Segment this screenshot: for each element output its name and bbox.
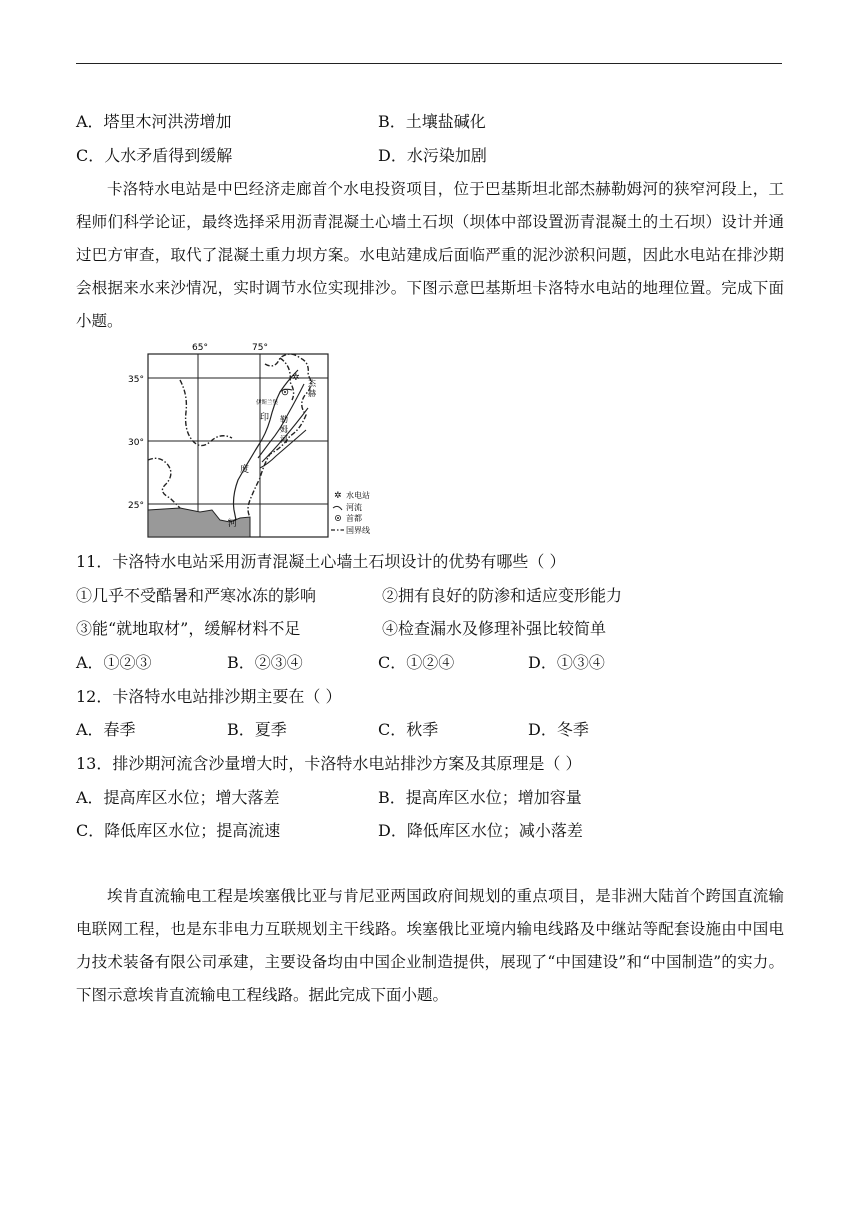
q13-option-b: B．提高库区水位；增加容量	[378, 788, 582, 807]
q11-statement-1: ①几乎不受酷暑和严寒冰冻的影响	[76, 586, 317, 605]
lon-label-65: 65°	[192, 343, 208, 353]
legend-station-label: 水电站	[346, 491, 370, 500]
legend-river-icon	[333, 506, 342, 510]
q11-statement-4: ④检查漏水及修理补强比较简单	[382, 619, 607, 638]
indus-char-3: 河	[228, 519, 238, 529]
indus-char-2: 度	[240, 465, 250, 475]
lat-label-35: 35°	[128, 375, 144, 385]
q11-statement-2: ②拥有良好的防渗和适应变形能力	[382, 586, 623, 605]
lat-label-30: 30°	[128, 438, 144, 448]
lat-label-25: 25°	[128, 501, 144, 511]
jhelum-char-1: 杰	[308, 379, 316, 388]
jhelum-char-3: 勒	[280, 415, 288, 424]
indus-char-1: 印	[260, 413, 270, 423]
q12-option-c: C．秋季	[378, 720, 439, 739]
jhelum-char-2: 赫	[308, 389, 316, 398]
q12-option-d: D．冬季	[528, 720, 589, 739]
karot-location-map	[120, 340, 410, 540]
prev-option-a: A．塔里木河洪涝增加	[76, 112, 232, 131]
q12-option-b: B．夏季	[227, 720, 287, 739]
q11-option-a: A．①②③	[76, 653, 152, 672]
q11-option-b: B．②③④	[227, 653, 303, 672]
legend-river-label: 河流	[346, 503, 362, 512]
capital-label: 伊斯兰堡	[256, 400, 279, 406]
q12-option-a: A．春季	[76, 720, 136, 739]
prev-option-d: D．水污染加剧	[378, 146, 487, 165]
jhelum-char-5: 河	[280, 435, 288, 444]
hydropower-station-icon: ✲	[292, 373, 300, 383]
q13-option-d: D．降低库区水位；减小落差	[378, 821, 583, 840]
legend-border-label: 国界线	[346, 526, 370, 535]
lon-label-75: 75°	[252, 343, 268, 353]
border-west	[148, 458, 180, 508]
q13-option-c: C．降低库区水位；提高流速	[76, 821, 281, 840]
q11-statement-3: ③能“就地取材”，缓解材料不足	[76, 619, 301, 638]
capital-marker-dot	[284, 391, 286, 393]
q11-option-c: C．①②④	[378, 653, 455, 672]
passage-ethiopia-kenya-text: 埃肯直流输电工程是埃塞俄比亚与肯尼亚两国政府间规划的重点项目，是非洲大陆首个跨国直流输电联网工程，也是东非电力互联规划主干线路。埃塞俄比亚境内输电线路及中继站等配套设施由中国电力技术装备有限公司承建，主要设备均由中国企业制造提供，展现了“中国建设”和“中国制造”的实力。下图示意埃肯直流输电工程线路。据此完成下面小题。	[76, 887, 784, 1004]
q13-option-a: A．提高库区水位；增大落差	[76, 788, 280, 807]
border-afghan	[180, 380, 232, 446]
prev-option-c: C．人水矛盾得到缓解	[76, 146, 233, 165]
q13-stem: 13．排沙期河流含沙量增大时，卡洛特水电站排沙方案及其原理是（ ）	[76, 754, 582, 773]
q12-stem: 12．卡洛特水电站排沙期主要在（ ）	[76, 687, 342, 706]
legend-capital-label: 首都	[346, 514, 362, 523]
legend-capital-icon-dot	[337, 517, 339, 519]
header-rule	[76, 63, 782, 64]
prev-option-b: B．土壤盐碱化	[378, 112, 486, 131]
jhelum-char-4: 姆	[280, 425, 288, 434]
q11-option-d: D．①③④	[528, 653, 605, 672]
passage-karot-text: 卡洛特水电站是中巴经济走廊首个水电投资项目，位于巴基斯坦北部杰赫勒姆河的狭窄河段上，工程师们科学论证，最终选择采用沥青混凝土心墙土石坝（坝体中部设置沥青混凝土的土石坝）设计并通过巴方审查，取代了混凝土重力坝方案。水电站建成后面临严重的泥沙淤积问题，因此水电站在排沙期会根据来水来沙情况，实时调节水位实现排沙。下图示意巴基斯坦卡洛特水电站的地理位置。完成下面小题。	[76, 180, 784, 330]
q11-stem: 11．卡洛特水电站采用沥青混凝土心墙土石坝设计的优势有哪些（ ）	[76, 552, 566, 571]
passage-ethiopia-kenya	[76, 880, 784, 1012]
passage-karot	[76, 173, 784, 338]
legend-station-icon: ✲	[334, 491, 342, 501]
